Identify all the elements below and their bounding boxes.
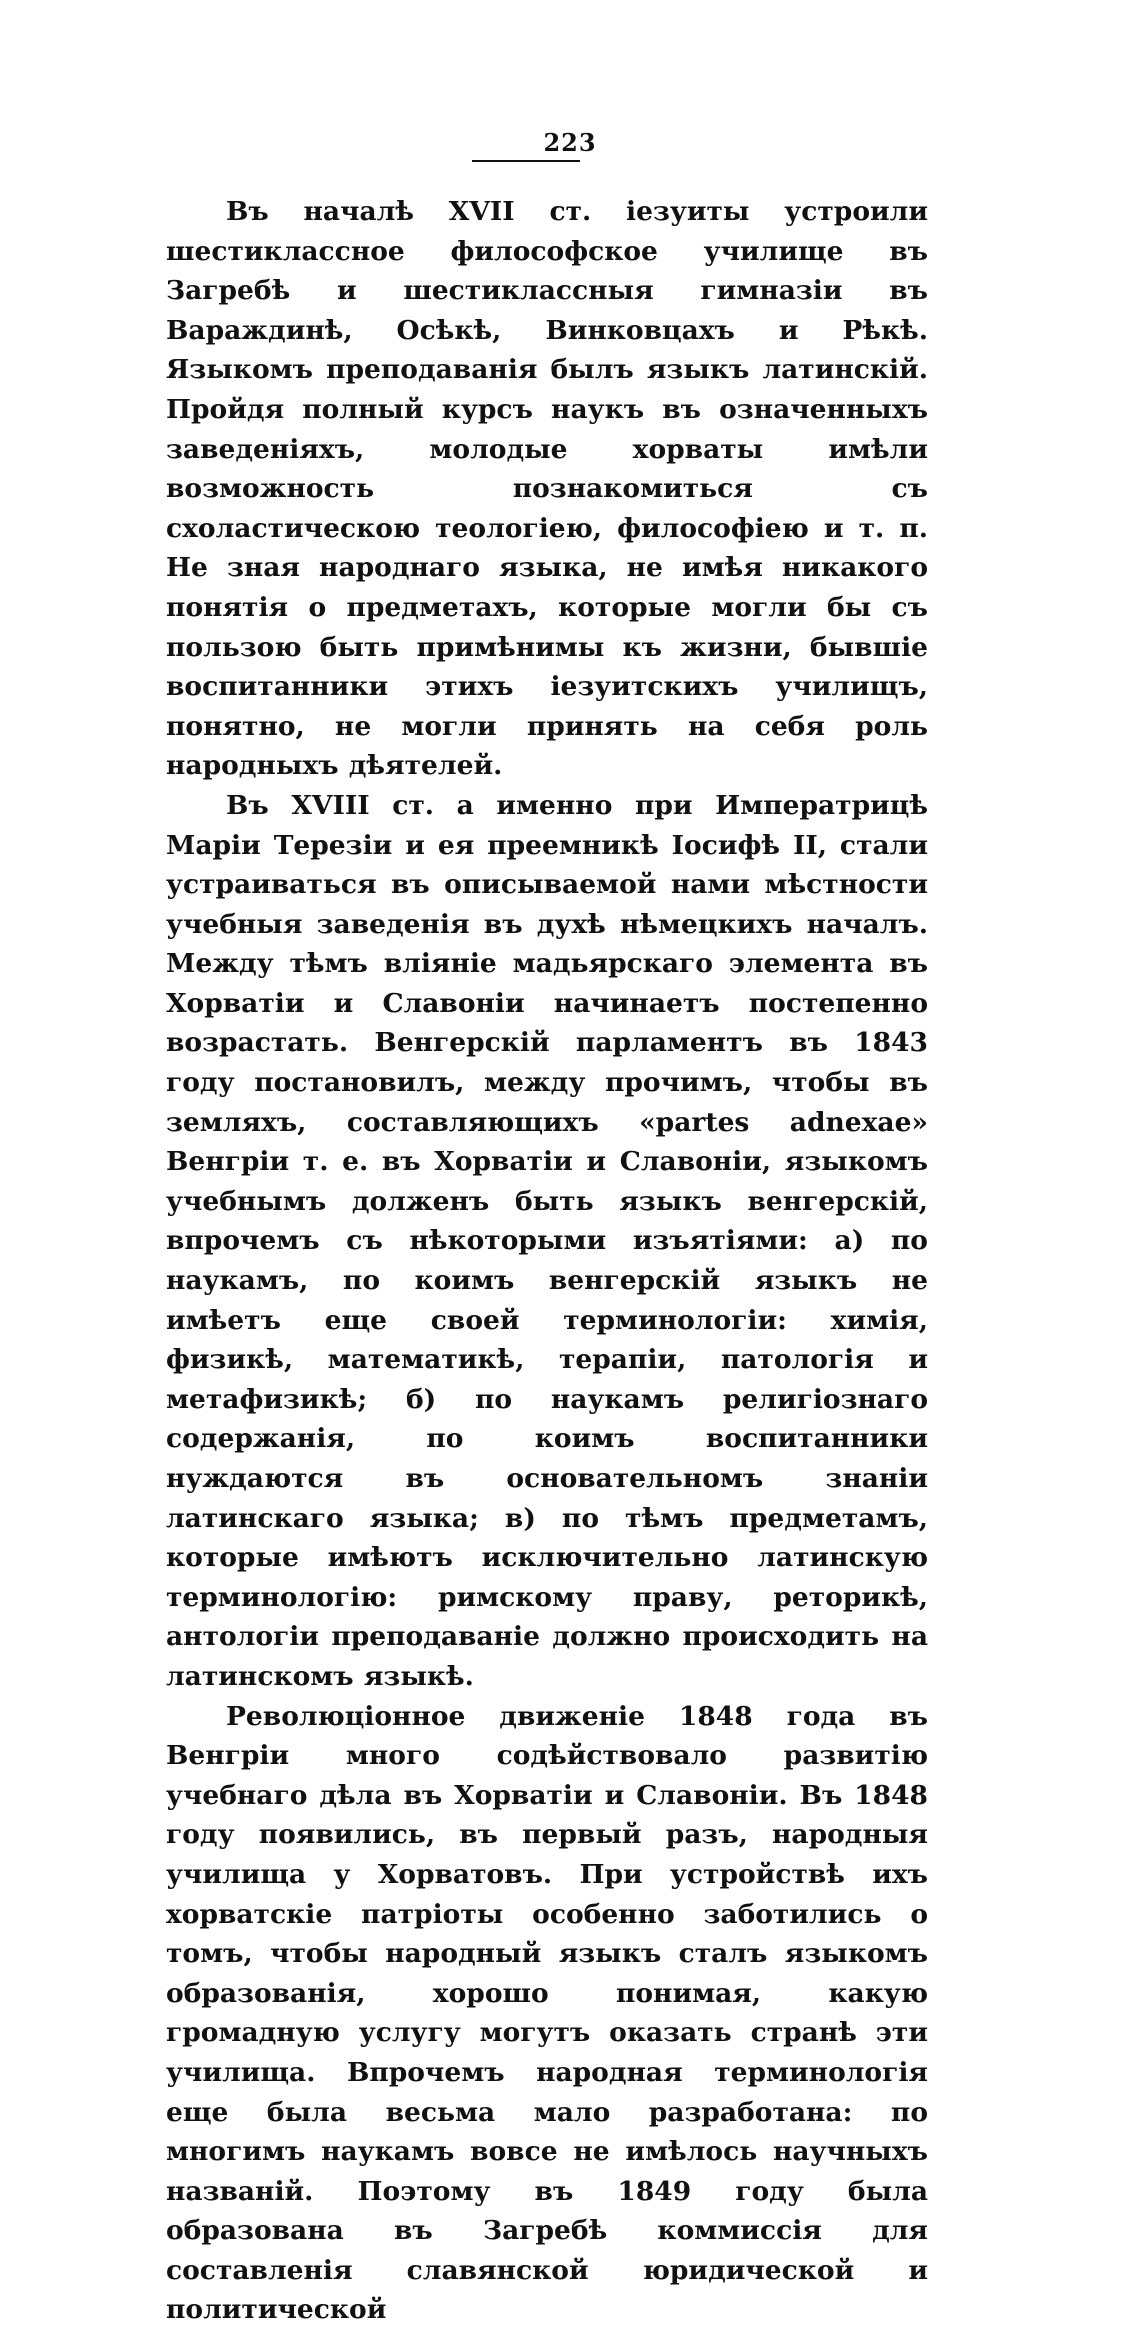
page-number: 223	[543, 128, 597, 157]
paragraph-1: Въ началѣ XVII ст. іезуиты устроили шестиклассное философское училище въ Загребѣ и шестиклассныя гимназіи въ Вараждинѣ, Осѣкѣ, Винковцахъ и Рѣкѣ. Языкомъ преподаванія былъ языкъ латинскій. Пройдя полный курсъ наукъ въ означенныхъ заведеніяхъ, молодые хорваты имѣли возможность познакомиться съ схоластическою теологіею, философіею и т. п. Не зная народнаго языка, не имѣя никакого понятія о предметахъ, которые могли бы съ пользою быть примѣнимы къ жизни, бывшіе воспитанники этихъ іезуитскихъ училищъ, понятно, не могли принять на себя роль народныхъ дѣятелей.	[166, 196, 928, 782]
paragraph-3: Революціонное движеніе 1848 года въ Венгріи много содѣйствовало развитію учебнаго дѣла въ Хорватіи и Славоніи. Въ 1848 году появились, въ первый разъ, народныя училища у Хорватовъ. При устройствѣ ихъ хорватскіе патріоты особенно заботились о томъ, чтобы народный языкъ сталъ языкомъ образованія, хорошо понимая, какую громадную услугу могутъ оказать странѣ эти училища. Впрочемъ народная терминологія еще была весьма мало разработана: по многимъ наукамъ вовсе не имѣлось научныхъ названій. Поэтому въ 1849 году была образована въ Загребѣ коммиссія для составленія славянской юридической и политической	[166, 1700, 928, 2326]
page-number-rule	[472, 160, 580, 162]
text-body	[166, 192, 928, 2330]
paragraph-2: Въ XVIII ст. а именно при Императрицѣ Маріи Терезіи и ея преемникѣ Іосифѣ II, стали устраиваться въ описываемой нами мѣстности учебныя заведенія въ духѣ нѣмецкихъ началъ. Между тѣмъ вліяніе мадьярскаго элемента въ Хорватіи и Славоніи начинаетъ постепенно возрастать. Венгерскій парламентъ въ 1843 году постановилъ, между прочимъ, чтобы въ земляхъ, составляющихъ «partes adnexae» Венгріи т. е. въ Хорватіи и Славоніи, языкомъ учебнымъ долженъ быть языкъ венгерскій, впрочемъ съ нѣкоторыми изъятіями: а) по наукамъ, по коимъ венгерскій языкъ не имѣетъ еще своей терминологіи: химія, физикѣ, математикѣ, терапіи, патологія и метафизикѣ; б) по наукамъ религіознаго содержанія, по коимъ воспитанники нуждаются въ основательномъ знаніи латинскаго языка; в) по тѣмъ предметамъ, которые имѣютъ исключительно латинскую терминологію: римскому праву, реторикѣ, антологіи преподаваніе должно происходить на латинскомъ языкѣ.	[166, 789, 928, 1692]
